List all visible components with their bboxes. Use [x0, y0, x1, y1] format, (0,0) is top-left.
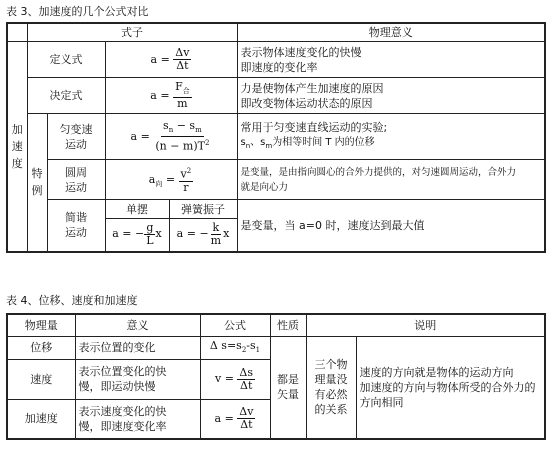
spring-formula: a = − $\frac{k}{m}$ x — [176, 220, 230, 247]
velocity-name: 速度 — [7, 359, 75, 399]
spring-label: 弹簧振子 — [170, 201, 237, 219]
table4-header-quantity: 物理量 — [7, 314, 75, 336]
circular-formula: $a_向$ = $\frac{v^2}{r}$ — [105, 160, 237, 200]
table4-header-meaning: 意义 — [75, 314, 200, 336]
table3-caption: 表 3、加速度的几个公式对比 — [6, 5, 149, 18]
circular-label: 圆周 运动 — [47, 160, 105, 200]
determining-formula: a = $\frac{F_合}{m}$ — [105, 78, 237, 114]
table4-nature: 都是 矢量 — [270, 336, 306, 439]
harmonic-label: 简谐 运动 — [47, 200, 105, 252]
pendulum-label: 单摆 — [106, 201, 169, 219]
spring-cell — [169, 200, 237, 252]
definition-formula: a = $\frac{\Delta v}{\Delta t}$ — [105, 42, 237, 78]
table3-special-label: 特例 — [27, 114, 47, 252]
table3 — [6, 22, 546, 253]
pendulum-cell — [105, 200, 169, 252]
table3-corner — [7, 23, 27, 42]
harmonic-meaning: 是变量，当 a=0 时，速度达到最大值 — [237, 200, 545, 252]
definition-label: 定义式 — [27, 42, 105, 78]
table4-header-note: 说明 — [306, 314, 545, 336]
circular-meaning: 是变量，是由指向圆心的合外力提供的，对匀速圆周运动，合外力 就是向心力 — [237, 160, 545, 200]
displacement-name: 位移 — [7, 336, 75, 359]
uniform-meaning: 常用于匀变速直线运动的实验; $s_n$、$s_m$为相等时间 T 内的位移 — [237, 114, 545, 160]
definition-meaning: 表示物体速度变化的快慢 即速度的变化率 — [237, 42, 545, 78]
uniform-formula: a = $\frac{s_n - s_m}{(n - m)T^2}$ — [105, 114, 237, 160]
table4-relation: 三个物 理量没 有必然 的关系 — [306, 336, 356, 439]
table3-header-meaning: 物理意义 — [237, 23, 545, 42]
acceleration-meaning: 表示速度变化的快 慢，即速度变化率 — [75, 399, 200, 439]
determining-label: 决定式 — [27, 78, 105, 114]
table4-header-formula: 公式 — [200, 314, 270, 336]
displacement-formula: Δ $s=s_2-s_1$ — [200, 336, 270, 359]
displacement-meaning: 表示位置的变化 — [75, 336, 200, 359]
table4-caption: 表 4、位移、速度和加速度 — [6, 294, 138, 307]
pendulum-formula: a = − $\frac{g}{L}$ x — [112, 220, 162, 247]
velocity-formula: v = $\frac{\Delta s}{\Delta t}$ — [200, 359, 270, 399]
acceleration-formula: a = $\frac{\Delta v}{\Delta t}$ — [200, 399, 270, 439]
table4-note: 速度的方向就是物体的运动方向 加速度的方向与物体所受的合外力的 方向相同 — [356, 336, 545, 439]
determining-meaning: 力是使物体产生加速度的原因 即改变物体运动状态的原因 — [237, 78, 545, 114]
table3-header-formula: 式子 — [27, 23, 237, 42]
table4 — [6, 313, 546, 440]
acceleration-name: 加速度 — [7, 399, 75, 439]
velocity-meaning: 表示位置变化的快 慢，即运动快慢 — [75, 359, 200, 399]
uniform-label: 匀变速 运动 — [47, 114, 105, 160]
table4-header-nature: 性质 — [270, 314, 306, 336]
table3-group-label: 加速度 — [7, 42, 27, 252]
